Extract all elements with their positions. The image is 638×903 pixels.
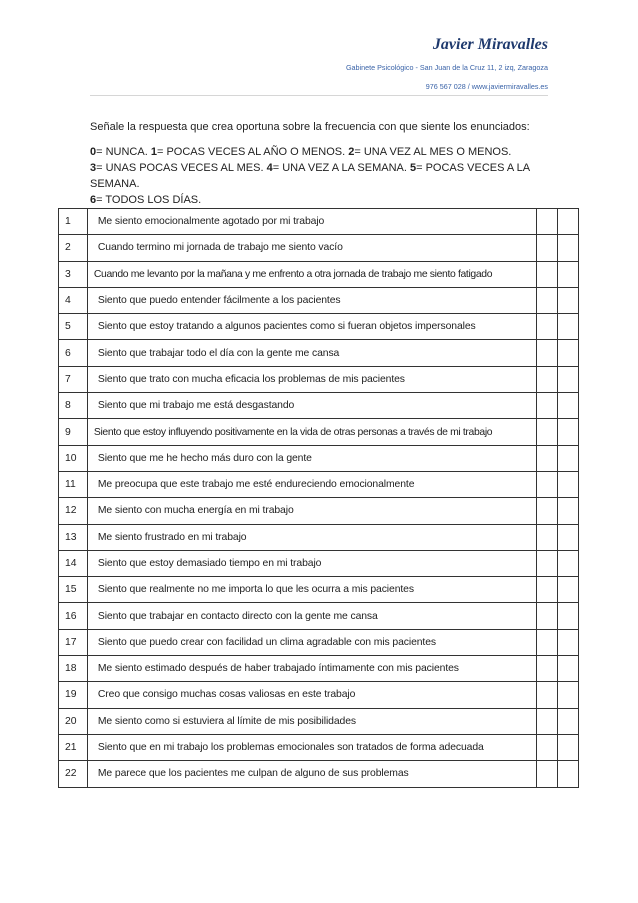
- item-statement: Me siento estimado después de haber trabajado íntimamente con mis pacientes: [87, 656, 537, 682]
- table-row: [59, 235, 579, 261]
- spacer-cell: [537, 393, 558, 419]
- answer-box[interactable]: [558, 603, 579, 629]
- table-row: [59, 366, 579, 392]
- item-number: 19: [59, 682, 88, 708]
- item-number: 20: [59, 708, 88, 734]
- spacer-cell: [537, 261, 558, 287]
- table-row: [59, 419, 579, 445]
- answer-box[interactable]: [558, 629, 579, 655]
- item-statement: Creo que consigo muchas cosas valiosas en este trabajo: [87, 682, 537, 708]
- clinic-address: Gabinete Psicológico - San Juan de la Cruz 11, 2 izq, Zaragoza: [345, 63, 548, 72]
- scale-text: = POCAS VECES A LA SEMANA.: [90, 162, 530, 190]
- item-number: 16: [59, 603, 88, 629]
- table-row: [59, 524, 579, 550]
- instructions-text: Señale la respuesta que crea oportuna sobre la frecuencia con que siente los enunciados:: [90, 121, 530, 133]
- item-statement: Cuando me levanto por la mañana y me enfrento a otra jornada de trabajo me siento fatigado: [87, 261, 537, 287]
- scale-line-1: [90, 144, 560, 160]
- spacer-cell: [537, 419, 558, 445]
- item-number: 15: [59, 577, 88, 603]
- spacer-cell: [537, 498, 558, 524]
- scale-code: 4: [266, 162, 273, 174]
- scale-text: = UNA VEZ AL MES O MENOS.: [354, 146, 512, 158]
- answer-box[interactable]: [558, 366, 579, 392]
- spacer-cell: [537, 603, 558, 629]
- item-number: 6: [59, 340, 88, 366]
- scale-code: 2: [348, 146, 355, 158]
- item-statement: Me siento emocionalmente agotado por mi trabajo: [87, 209, 537, 235]
- table-row: [59, 656, 579, 682]
- table-row: [59, 603, 579, 629]
- table-row: [59, 629, 579, 655]
- item-statement: Siento que mi trabajo me está desgastando: [87, 393, 537, 419]
- item-number: 12: [59, 498, 88, 524]
- frequency-scale: [90, 144, 560, 208]
- scale-code: 5: [409, 162, 417, 174]
- item-statement: Siento que trabajar en contacto directo con la gente me cansa: [87, 603, 537, 629]
- item-statement: Siento que en mi trabajo los problemas emocionales son tratados de forma adecuada: [87, 734, 537, 760]
- item-statement: Me parece que los pacientes me culpan de alguno de sus problemas: [87, 761, 537, 787]
- item-statement: Me siento frustrado en mi trabajo: [87, 524, 537, 550]
- table-row: [59, 314, 579, 340]
- spacer-cell: [537, 235, 558, 261]
- item-number: 17: [59, 629, 88, 655]
- answer-box[interactable]: [558, 445, 579, 471]
- item-number: 22: [59, 761, 88, 787]
- scale-code: 0: [90, 146, 97, 158]
- contact-line: 976 567 028 / www.javiermiravalles.es: [425, 82, 548, 91]
- spacer-cell: [537, 471, 558, 497]
- scale-code: 1: [150, 146, 157, 158]
- table-row: [59, 340, 579, 366]
- item-number: 18: [59, 656, 88, 682]
- scale-line-2: [90, 160, 560, 192]
- table-row: [59, 287, 579, 313]
- scale-code: 6: [90, 194, 97, 206]
- header-divider: [90, 95, 548, 96]
- answer-box[interactable]: [558, 656, 579, 682]
- answer-box[interactable]: [558, 340, 579, 366]
- answer-box[interactable]: [558, 682, 579, 708]
- answer-box[interactable]: [558, 577, 579, 603]
- table-row: [59, 471, 579, 497]
- item-number: 10: [59, 445, 88, 471]
- table-row: [59, 445, 579, 471]
- answer-box[interactable]: [558, 261, 579, 287]
- questionnaire-table: [58, 208, 579, 788]
- spacer-cell: [537, 577, 558, 603]
- item-statement: Siento que estoy demasiado tiempo en mi trabajo: [87, 550, 537, 576]
- spacer-cell: [537, 629, 558, 655]
- answer-box[interactable]: [558, 761, 579, 787]
- scale-code: 3: [90, 162, 97, 174]
- item-number: 5: [59, 314, 88, 340]
- item-statement: Cuando termino mi jornada de trabajo me siento vacío: [87, 235, 537, 261]
- table-row: [59, 209, 579, 235]
- table-row: [59, 682, 579, 708]
- item-number: 13: [59, 524, 88, 550]
- item-number: 9: [59, 419, 88, 445]
- item-statement: Siento que realmente no me importa lo que les ocurra a mis pacientes: [87, 577, 537, 603]
- spacer-cell: [537, 761, 558, 787]
- scale-text: = POCAS VECES AL AÑO O MENOS.: [156, 146, 349, 158]
- scale-line-3: [90, 192, 560, 208]
- answer-box[interactable]: [558, 498, 579, 524]
- item-number: 8: [59, 393, 88, 419]
- spacer-cell: [537, 340, 558, 366]
- item-number: 1: [59, 209, 88, 235]
- item-statement: Siento que puedo crear con facilidad un clima agradable con mis pacientes: [87, 629, 537, 655]
- answer-box[interactable]: [558, 471, 579, 497]
- answer-box[interactable]: [558, 314, 579, 340]
- table-row: [59, 577, 579, 603]
- table-row: [59, 261, 579, 287]
- answer-box[interactable]: [558, 287, 579, 313]
- scale-text: = NUNCA.: [96, 146, 151, 158]
- item-statement: Siento que trato con mucha eficacia los problemas de mis pacientes: [87, 366, 537, 392]
- item-statement: Siento que estoy influyendo positivamente en la vida de otras personas a través de mi trabajo: [87, 419, 537, 445]
- spacer-cell: [537, 734, 558, 760]
- item-number: 3: [59, 261, 88, 287]
- table-row: [59, 498, 579, 524]
- answer-box[interactable]: [558, 550, 579, 576]
- item-number: 11: [59, 471, 88, 497]
- item-statement: Me preocupa que este trabajo me esté endureciendo emocionalmente: [87, 471, 537, 497]
- spacer-cell: [537, 209, 558, 235]
- item-statement: Siento que trabajar todo el día con la gente me cansa: [87, 340, 537, 366]
- table-row: [59, 734, 579, 760]
- table-row: [59, 708, 579, 734]
- answer-box[interactable]: [558, 524, 579, 550]
- spacer-cell: [537, 287, 558, 313]
- item-number: 7: [59, 366, 88, 392]
- item-statement: Siento que puedo entender fácilmente a los pacientes: [87, 287, 537, 313]
- item-statement: Siento que estoy tratando a algunos pacientes como si fueran objetos impersonales: [87, 314, 537, 340]
- table-row: [59, 550, 579, 576]
- scale-text: = UNA VEZ A LA SEMANA.: [272, 162, 410, 174]
- item-statement: Me siento como si estuviera al límite de mis posibilidades: [87, 708, 537, 734]
- spacer-cell: [537, 366, 558, 392]
- item-statement: Me siento con mucha energía en mi trabajo: [87, 498, 537, 524]
- spacer-cell: [537, 682, 558, 708]
- scale-text: = TODOS LOS DÍAS.: [96, 194, 202, 206]
- answer-box[interactable]: [558, 235, 579, 261]
- spacer-cell: [537, 550, 558, 576]
- item-number: 2: [59, 235, 88, 261]
- spacer-cell: [537, 445, 558, 471]
- answer-box[interactable]: [558, 419, 579, 445]
- spacer-cell: [537, 656, 558, 682]
- answer-box[interactable]: [558, 708, 579, 734]
- item-number: 4: [59, 287, 88, 313]
- answer-box[interactable]: [558, 393, 579, 419]
- answer-box[interactable]: [558, 734, 579, 760]
- item-number: 14: [59, 550, 88, 576]
- spacer-cell: [537, 524, 558, 550]
- item-statement: Siento que me he hecho más duro con la gente: [87, 445, 537, 471]
- table-row: [59, 393, 579, 419]
- answer-box[interactable]: [558, 209, 579, 235]
- spacer-cell: [537, 708, 558, 734]
- item-number: 21: [59, 734, 88, 760]
- spacer-cell: [537, 314, 558, 340]
- scale-text: = UNAS POCAS VECES AL MES.: [96, 162, 267, 174]
- table-row: [59, 761, 579, 787]
- author-name: Javier Miravalles: [432, 36, 548, 53]
